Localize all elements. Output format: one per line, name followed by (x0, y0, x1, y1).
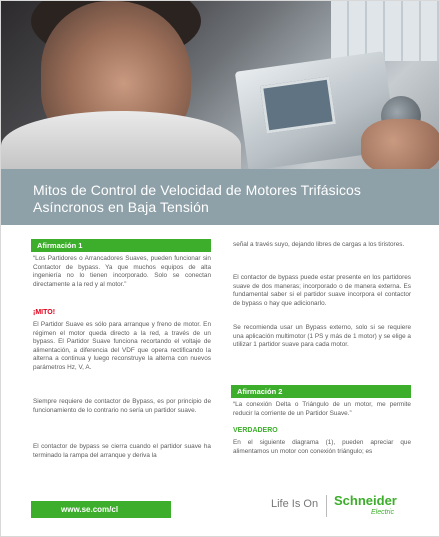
mito-label: ¡MITO! (33, 309, 56, 316)
header-photo (1, 1, 440, 169)
left-paragraph-1: “Los Partidores o Arrancadores Suaves, pueden funcionar sin Contactor de bypass. Ya que muchos equipos de alta ingeniería no lo tienen incorporado. Solo se conectan directamente a la red y al motor.” (33, 255, 211, 288)
right-paragraph-4: “La conexión Delta o Triángulo de un motor, me permite reducir la corriente de un Partidor Suave.” (233, 401, 411, 417)
brand-logo-text: Schneider (334, 493, 397, 508)
right-paragraph-3: Se recomienda usar un Bypass externo, solo si se requiere una aplicación multimotor (1 PS y más de 1 motor) y se elige a utilizar 1 partidor suave para cada motor. (233, 324, 411, 349)
brand-logo-subtext: Electric (371, 509, 394, 516)
section-header-afirmacion-2: Afirmación 2 (231, 385, 411, 398)
section-header-afirmacion-1: Afirmación 1 (31, 239, 211, 252)
left-paragraph-2: El Partidor Suave es sólo para arranque y freno de motor. En régimen el motor queda directo a la red, a través de un bypass. El Partidor Suave funciona recortando el voltaje de alimentación, a diferencia del VDF que opera rectificando la alterna a continua y luego reconstruye la alterna con nuevos parámetros Hz, V, A. (33, 321, 211, 371)
tagline: Life Is On (271, 498, 319, 510)
page-title-line-2: Asíncronos en Baja Tensión (33, 199, 209, 215)
verdadero-label: VERDADERO (233, 427, 278, 434)
website-link[interactable]: www.se.com/cl (31, 501, 171, 518)
footer-divider (326, 495, 327, 517)
photo-person-hand (361, 119, 440, 169)
photo-window (331, 1, 440, 61)
left-paragraph-4: El contactor de bypass se cierra cuando el partidor suave ha terminado la rampa del arranque y deriva la (33, 443, 211, 459)
right-paragraph-1: señal a través suyo, dejando libres de cargas a los tiristores. (233, 241, 405, 248)
title-band (1, 169, 440, 225)
photo-panel-screen (260, 76, 336, 133)
right-paragraph-5: En el siguiente diagrama (1), pueden apreciar que alimentamos un motor con conexión triángulo; es (233, 439, 411, 455)
right-paragraph-2: El contactor de bypass puede estar presente en los partidores suave de dos maneras; incorporado o de manera externa. Es fundamental saber si el partidor suave incorpora el contactor de bypass o hay que adicionarlo. (233, 274, 411, 307)
left-paragraph-3: Siempre requiere de contactor de Bypass, es por principio de funcionamiento de lo contrario no sería un partidor suave. (33, 398, 211, 414)
page-title-line-1: Mitos de Control de Velocidad de Motores Trifásicos (33, 182, 362, 198)
photo-person-shirt (1, 111, 241, 169)
